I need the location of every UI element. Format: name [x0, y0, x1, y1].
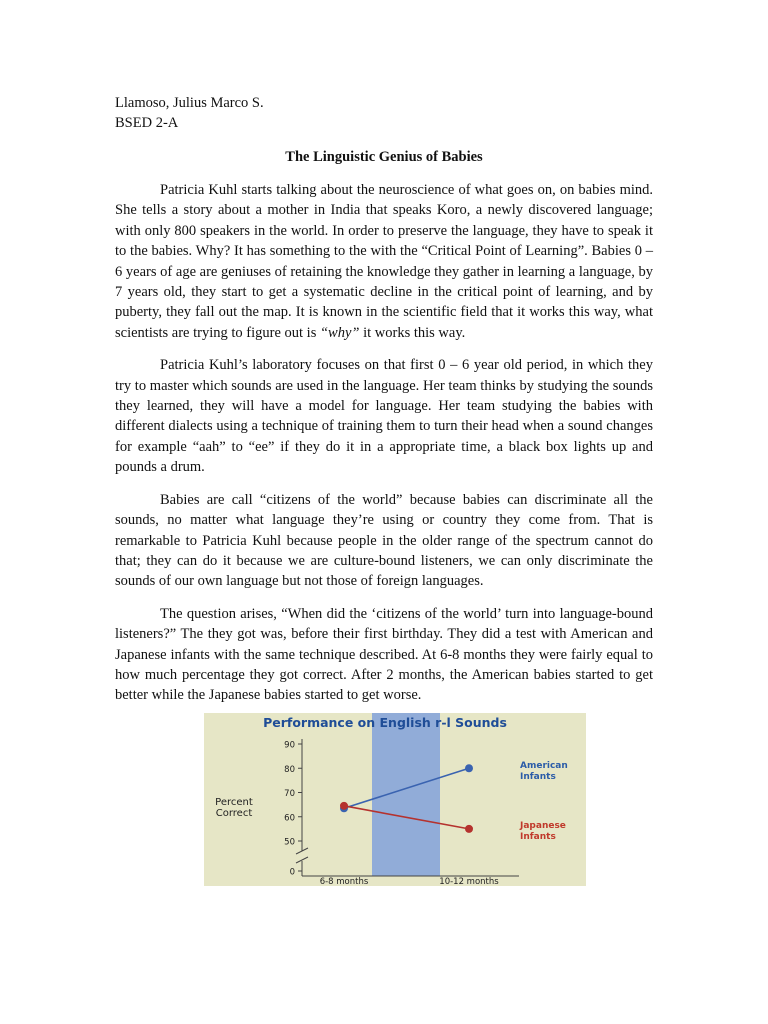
class-section: BSED 2-A [115, 115, 179, 131]
emphasis-why: “why” [319, 324, 360, 341]
paragraph-3: Babies are call “citizens of the world” because babies can discriminate all the sounds, no matter what language they’re using or country they come from. That is remarkable to Patricia Kuhl because people in the older range of the spectrum cannot do that; they can do it because we are culture-bound listeners, we can only discriminate the sounds of our own language but not those of foreign languages. [115, 491, 653, 590]
series-label: Infants [520, 772, 556, 782]
series-label: Infants [520, 832, 556, 842]
y-tick-label: 60 [284, 813, 295, 824]
y-axis-label: Percent [215, 797, 253, 808]
y-tick-label: 70 [284, 789, 295, 799]
y-tick-label: 80 [284, 764, 295, 775]
essay-title: The Linguistic Genius of Babies [285, 149, 483, 165]
performance-chart [204, 713, 586, 886]
series-label: Japanese [520, 821, 566, 831]
data-point [340, 802, 348, 810]
y-tick-label: 0 [289, 867, 295, 878]
paragraph-1-text: Patricia Kuhl starts talking about the neuroscience of what goes on, on babies mind. She tells a story about a mother in India that speaks Koro, a newly discovered language; with only 800 speakers in the world. In order to preserve the language, they have to speak it to the babies. Why? It has something to the with the “Critical Point of Learning”. Babies 0 – 6 years of age are geniuses of retaining the knowledge they gather in learning a language, by 7 years old, they start to get a systematic decline in the critical point of learning, and by puberty, they fall out the map. It is known in the scientific field that it works this way, what scientists are trying to figure out is [115, 182, 653, 341]
x-tick-label: 10-12 months [439, 877, 499, 886]
y-tick-label: 50 [284, 837, 295, 848]
y-tick-label: 90 [284, 740, 295, 751]
document-page [115, 93, 653, 718]
series-label: American [520, 761, 568, 771]
x-tick-label: 6-8 months [319, 877, 369, 886]
chart-svg [204, 713, 586, 886]
shaded-band [372, 713, 440, 876]
paragraph-2: Patricia Kuhl’s laboratory focuses on that first 0 – 6 year old period, in which they try to master which sounds are used in the language. Her team thinks by studying the sounds they learned, they will have a model for language. Her team studying the babies with different dialects using a technique of training them to turn their head when a sound changes for example “aah” to “ee” if they do it in a appropriate time, a black box lights up and pounds a drum. [115, 357, 653, 476]
author-name: Llamoso, Julius Marco S. [115, 95, 264, 111]
chart-title: Performance on English r-l Sounds [263, 715, 507, 730]
data-point [465, 825, 473, 833]
y-axis-label: Correct [215, 808, 253, 819]
paragraph-1 [115, 180, 653, 343]
paragraph-4: The question arises, “When did the ‘citizens of the world’ turn into language-bound listeners?” The they got was, before their first birthday. They did a test with American and Japanese infants with the same technique described. At 6-8 months they were fairly equal to how much percentage they got correct. After 2 months, the American babies started to get better while the Japanese babies started to get worse. [115, 605, 653, 704]
paragraph-1-end: it works this way. [359, 324, 466, 341]
data-point [465, 764, 473, 772]
